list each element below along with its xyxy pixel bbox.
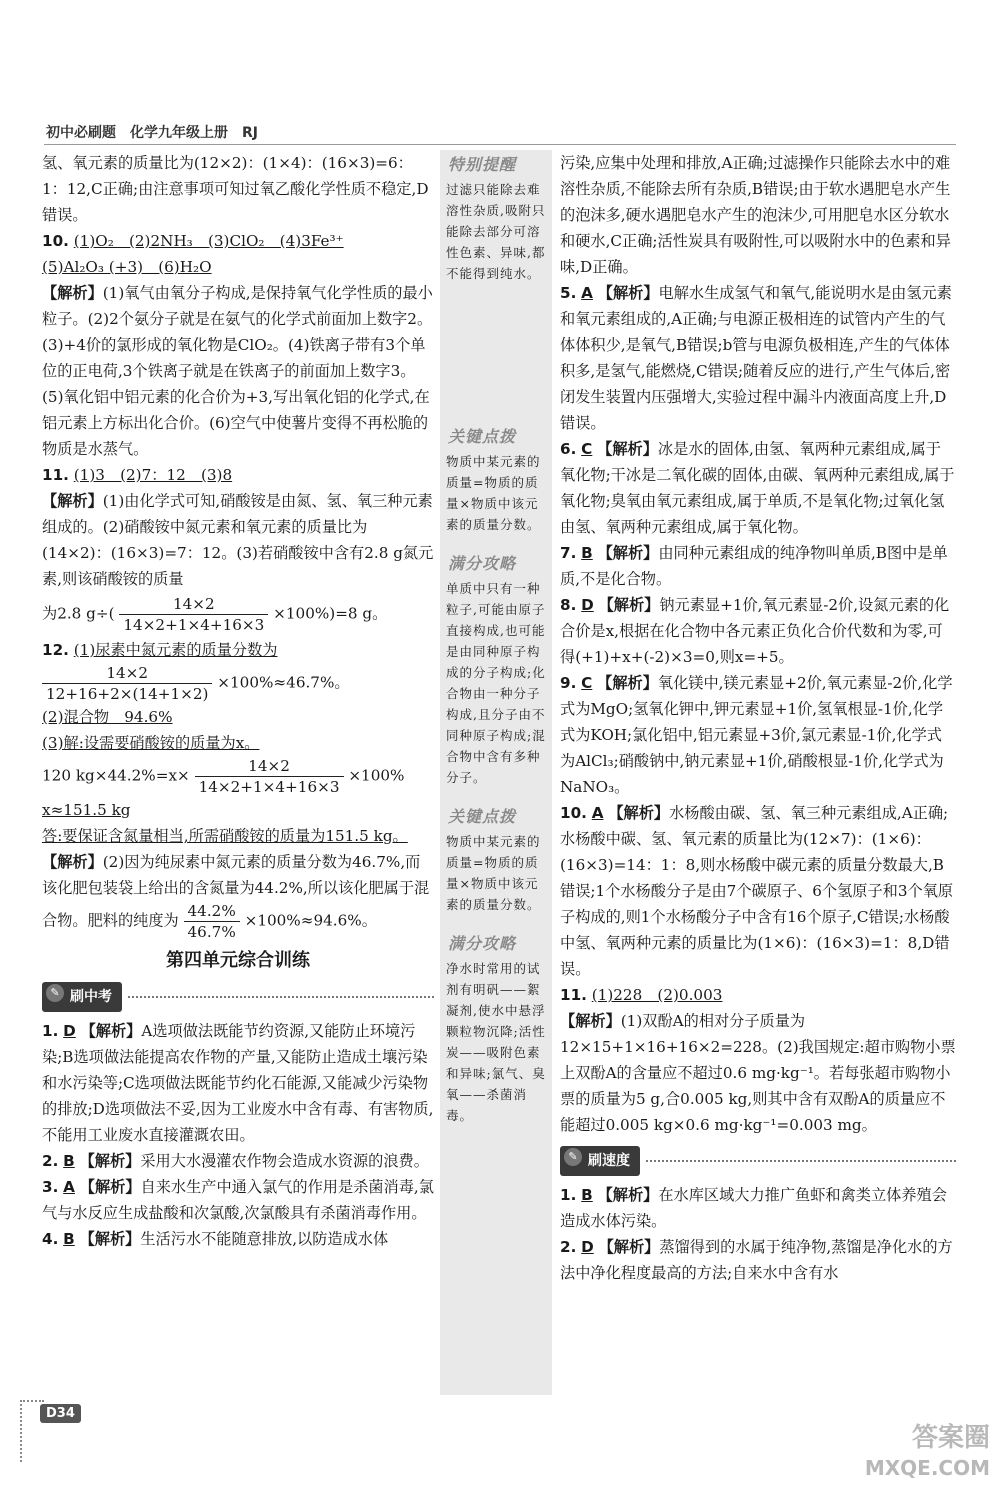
question-12-fraction: $\frac{14\times 2}{12+16+2\times(14+1\times 2)}$ ×100%≈46.7%。 bbox=[42, 663, 434, 704]
fraction: $\frac{14\times 2}{14\times 2+1\times 4+16\times 3}$ bbox=[119, 594, 268, 635]
question-10-answer-2: (5)Al₂O₃ (+3) (6)H₂O bbox=[42, 258, 212, 276]
divider bbox=[128, 996, 434, 998]
question-11: 11. (1)3 (2)7：12 (3)8 bbox=[42, 466, 233, 484]
tip-body: 过滤只能除去难溶性杂质,吸附只能除去部分可溶性色素、异味,都不能得到纯水。 bbox=[446, 182, 546, 281]
question-1: 1. D 【解析】A选项做法既能节约资源,又能防止环境污染;B选项做法能提高农作物的产量,又能防止造成土壤污染和水污染等;C选项做法既能节约化石能源,又能减少污染物的排放;D选项做法不妥,因为工业废水中含有毒、有害物质,不能用工业废水直接灌溉农田。 bbox=[42, 1022, 434, 1144]
question-10-analysis: 【解析】(1)氧气由氧分子构成,是保持氧气化学性质的最小粒子。(2)2个氨分子就是在氨气的化学式前面加上数字2。(3)+4价的氯形成的氧化物是ClO₂。(4)铁离子带有3个单位的正电荷,3个铁离子就是在铁离子的前面加上数字3。(5)氧化铝中铝元素的化合价为+3,写出氧化铝的化学式,在铝元素上方标出化合价。(6)空气中使薯片变得不再松脆的物质是水蒸气。 bbox=[42, 284, 433, 458]
fraction: $\frac{44.2\%}{46.7\%}$ bbox=[184, 901, 240, 942]
left-column bbox=[42, 150, 434, 1252]
speed-question-2: 2. D 【解析】蒸馏得到的水属于纯净物,蒸馏是净化水的方法中净化程度最高的方法;自来水中含有水 bbox=[560, 1238, 953, 1282]
tip-body: 物质中某元素的质量=物质的质量×物质中该元素的质量分数。 bbox=[446, 454, 541, 532]
fraction: $\frac{14\times 2}{14\times 2+1\times 4+16\times 3}$ bbox=[195, 756, 344, 797]
question-8: 8. D 【解析】钠元素显+1价,氧元素显-2价,设氮元素的化合价是x,根据在化合物中各元素正负化合价代数和为零,可得(+1)+x+(-2)×3=0,则x=+5。 bbox=[560, 596, 950, 666]
question-2: 2. B 【解析】采用大水漫灌农作物会造成水资源的浪费。 bbox=[42, 1152, 429, 1170]
fraction: $\frac{14\times 2}{12+16+2\times(14+1\times 2)}$ bbox=[42, 663, 212, 704]
paragraph: 污染,应集中处理和排放,A正确;过滤操作只能除去水中的难溶性杂质,不能除去所有杂质,B错误;由于软水遇肥皂水产生的泡沫多,硬水遇肥皂水产生的泡沫少,可用肥皂水区分软水和硬水,C正确;活性炭具有吸附性,可以吸附水中的色素和异味,D正确。 bbox=[560, 154, 951, 276]
question-12-analysis: 【解析】(2)因为纯尿素中氮元素的质量分数为46.7%,而该化肥包装袋上给出的含氮量为44.2%,所以该化肥属于混合物。肥料的纯度为 $\frac{44.2\%}{46.7\%}$ ×100%≈94.6%。 bbox=[42, 853, 430, 941]
question-12-answer-3: (3)解:设需要硝酸铵的质量为x。 bbox=[42, 734, 260, 752]
pencil-icon: ✎ bbox=[564, 1148, 582, 1166]
question-10: 10. (1)O₂ (2)2NH₃ (3)ClO₂ (4)3Fe³⁺ bbox=[42, 232, 344, 250]
tips-sidebar bbox=[440, 150, 552, 1395]
question-6: 6. C 【解析】冰是水的固体,由氢、氧两种元素组成,属于氧化物;干冰是二氧化碳的固体,由碳、氧两种元素组成,属于氧化物;臭氧由氧元素组成,属于单质,不是氧化物;过氧化氢由氢、氧两种元素组成,属于氧化物。 bbox=[560, 440, 955, 536]
header-divider bbox=[44, 144, 956, 145]
question-12-equation: 120 kg×44.2%=x× $\frac{14\times 2}{14\times 2+1\times 4+16\times 3}$ ×100% bbox=[42, 757, 405, 796]
tip-title: 关键点拨 bbox=[448, 807, 517, 826]
paragraph: 氢、氧元素的质量比为(12×2)：(1×4)：(16×3)=6：1：12,C正确;由注意事项可知过氧乙酸化学性质不稳定,D错误。 bbox=[42, 154, 429, 224]
speed-question-1: 1. B 【解析】在水库区域大力推广鱼虾和禽类立体养殖会造成水体污染。 bbox=[560, 1186, 947, 1230]
question-10: 10. A 【解析】水杨酸由碳、氢、氧三种元素组成,A正确;水杨酸中碳、氢、氧元素的质量比为(12×7)：(1×6)：(16×3)=14：1：8,则水杨酸中碳元素的质量分数最大,B错误;1个水杨酸分子是由7个碳原子、6个氢原子和3个氧原子构成的,则1个水杨酸分子中含有16个原子,C错误;水杨酸中氢、氧两种元素的质量比为(1×6)：(16×3)=1：8,D错误。 bbox=[560, 804, 954, 978]
question-11-analysis: 【解析】(1)双酚A的相对分子质量为12×15+1×16+16×2=228。(2)我国规定:超市购物小票上双酚A的含量应不超过0.6 mg·kg⁻¹。若每张超市购物小票的质量为5 g,合0.005 kg,则其中含有双酚A的质量应不能超过0.005 kg×0.6 mg·kg⁻¹=0.003 mg。 bbox=[560, 1012, 956, 1134]
tip-title: 满分攻略 bbox=[448, 554, 517, 573]
page-header: 初中必刷题 化学九年级上册 RJ bbox=[46, 125, 258, 141]
section-title: 第四单元综合训练 bbox=[166, 950, 310, 971]
watermark-logo: 答案圈 MXQE.COM bbox=[864, 1423, 990, 1480]
tip-title: 满分攻略 bbox=[448, 934, 517, 953]
question-12: 12. (1)尿素中氮元素的质量分数为 bbox=[42, 641, 278, 659]
tip-body: 物质中某元素的质量=物质的质量×物质中该元素的质量分数。 bbox=[446, 834, 541, 912]
tip-body: 净水时常用的试剂有明矾——絮凝剂,使水中悬浮颗粒物沉降;活性炭——吸附色素和异味;氯气、臭氧——杀菌消毒。 bbox=[446, 961, 546, 1123]
badge-sudu: ✎ 刷速度 bbox=[560, 1146, 956, 1176]
question-11: 11. (1)228 (2)0.003 bbox=[560, 986, 723, 1004]
question-11-equation: 为2.8 g÷( $\frac{14\times 2}{14\times 2+1\times 4+16\times 3}$ ×100%)=8 g。 bbox=[42, 595, 388, 634]
question-4: 4. B 【解析】生活污水不能随意排放,以防造成水体 bbox=[42, 1230, 389, 1248]
tip-body: 单质中只有一种粒子,可能由原子直接构成,也可能是由同种原子构成的分子构成;化合物由一种分子构成,且分子由不同种原子构成;混合物中含有多种分子。 bbox=[446, 581, 546, 785]
right-column bbox=[560, 150, 956, 1286]
question-12-x: x≈151.5 kg bbox=[42, 801, 131, 819]
question-12-conclusion: 答:要保证含氮量相当,所需硝酸铵的质量为151.5 kg。 bbox=[42, 827, 408, 845]
tip-title: 关键点拨 bbox=[448, 427, 517, 446]
badge-zhongkao: ✎ 刷中考 bbox=[42, 982, 434, 1012]
question-12-answer-2: (2)混合物 94.6% bbox=[42, 708, 173, 726]
divider bbox=[646, 1160, 956, 1162]
pencil-icon: ✎ bbox=[46, 984, 64, 1002]
question-11-analysis: 【解析】(1)由化学式可知,硝酸铵是由氮、氢、氧三种元素组成的。(2)硝酸铵中氮元素和氧元素的质量比为(14×2)：(16×3)=7：12。(3)若硝酸铵中含有2.8 g氮元素,则该硝酸铵的质量 bbox=[42, 492, 434, 588]
tip-title: 特别提醒 bbox=[448, 155, 517, 174]
question-5: 5. A 【解析】电解水生成氢气和氧气,能说明水是由氢元素和氧元素组成的,A正确;与电源正极相连的试管内产生的气体体积少,是氧气,B错误;b管与电源负极相连,产生的气体体积多,是氢气,能燃烧,C错误;随着反应的进行,产生气体后,密闭发生装置内压强增大,实验过程中漏斗内液面高度上升,D错误。 bbox=[560, 284, 952, 432]
question-9: 9. C 【解析】氧化镁中,镁元素显+2价,氧元素显-2价,化学式为MgO;氢氧化钾中,钾元素显+1价,氢氧根显-1价,化学式为KOH;氯化铝中,铝元素显+3价,氯元素显-1价,化学式为AlCl₃;硝酸钠中,钠元素显+1价,硝酸根显-1价,化学式为NaNO₃。 bbox=[560, 674, 953, 796]
question-3: 3. A 【解析】自来水生产中通入氯气的作用是杀菌消毒,氯气与水反应生成盐酸和次氯酸,次氯酸具有杀菌消毒作用。 bbox=[42, 1178, 434, 1222]
page-number: D34 bbox=[40, 1404, 81, 1423]
question-7: 7. B 【解析】由同种元素组成的纯净物叫单质,B图中是单质,不是化合物。 bbox=[560, 544, 948, 588]
